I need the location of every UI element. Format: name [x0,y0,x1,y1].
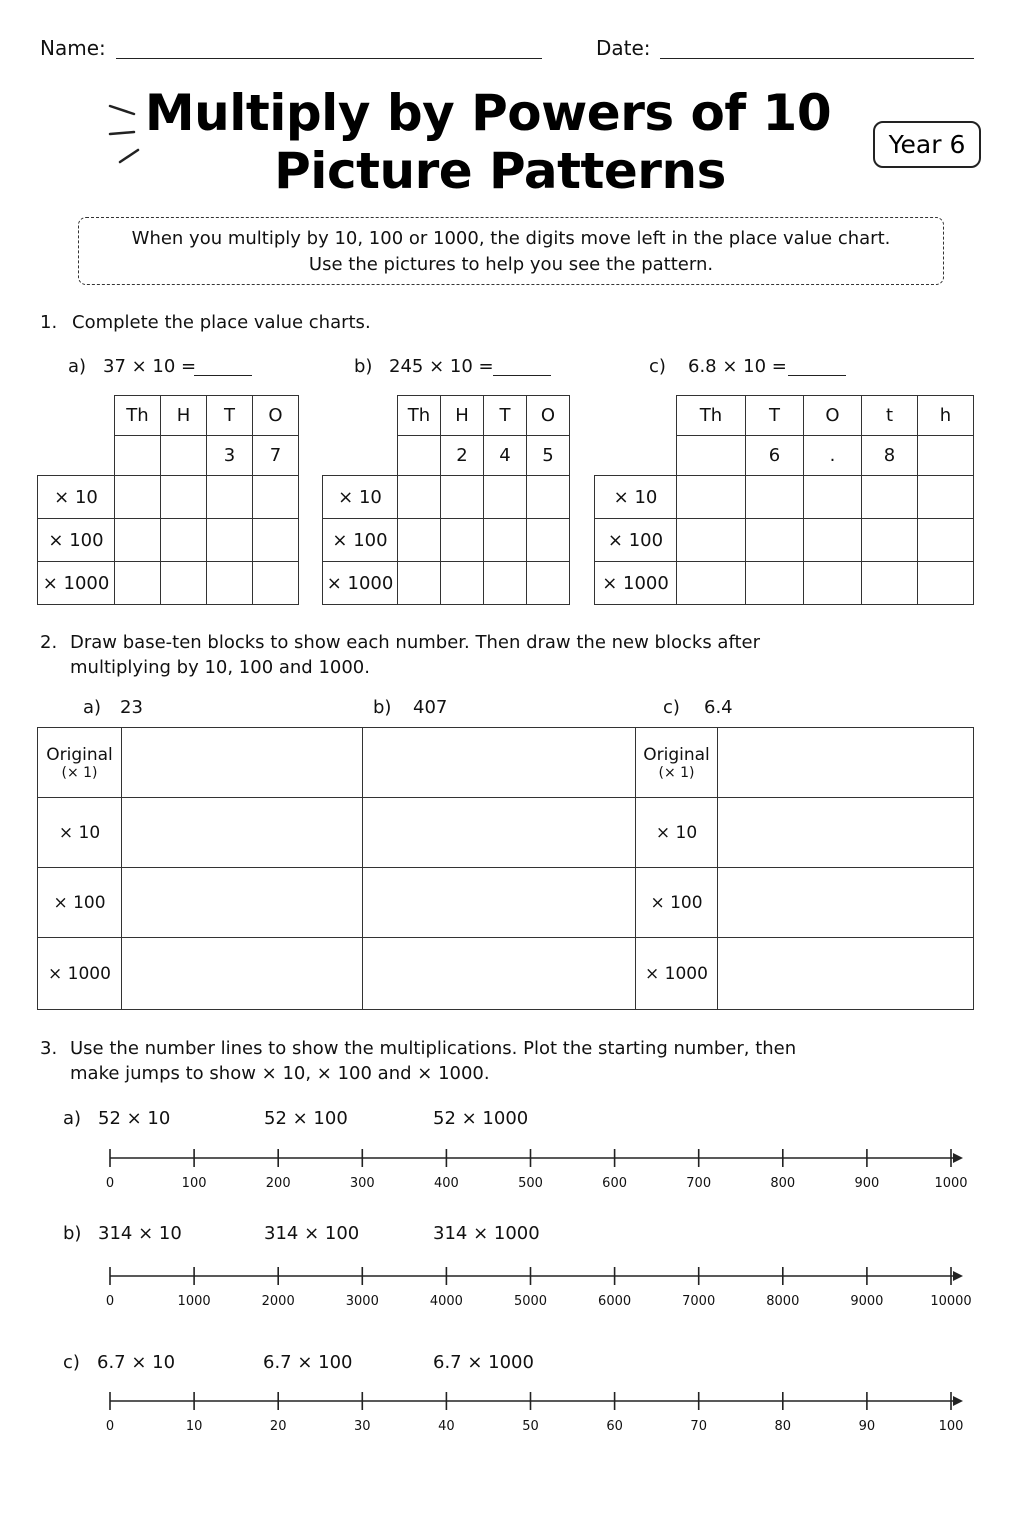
tick-label: 800 [770,1176,796,1191]
header-cell: O [253,396,299,436]
answer-cell[interactable] [862,519,918,562]
q3b-expression: 314 × 1000 [433,1223,540,1244]
answer-cell[interactable] [677,476,746,519]
drawing-area[interactable] [363,728,636,798]
drawing-area[interactable] [718,938,974,1010]
tick-label: 0 [105,1176,115,1191]
intro-line-1: When you multiply by 10, 100 or 1000, the digits move left in the place value chart. [131,228,891,249]
value-cell: 6 [746,436,804,476]
place-value-chart-b [322,395,570,605]
q2b-label: b) [373,697,392,718]
answer-cell[interactable] [398,476,441,519]
row-label: × 100 [636,868,718,938]
q1-number: 1. [40,312,58,333]
header-cell: T [484,396,527,436]
q2-number: 2. [40,632,58,653]
tick-label: 9000 [850,1294,884,1309]
tick-label: 10000 [930,1294,972,1309]
row-label: × 1000 [38,938,122,1010]
tick-label: 30 [354,1419,371,1434]
answer-cell[interactable] [253,562,299,605]
header-cell: H [161,396,207,436]
drawing-area[interactable] [122,938,363,1010]
place-value-chart-c [594,395,974,605]
intro-line-2: Use the pictures to help you see the pattern. [308,254,714,275]
name-label: Name: [40,36,106,60]
tick-label: 10 [185,1419,203,1434]
answer-cell[interactable] [677,519,746,562]
answer-cell[interactable] [804,476,862,519]
answer-cell[interactable] [862,476,918,519]
row-label: × 1000 [636,938,718,1010]
header-cell: Th [398,396,441,436]
answer-cell[interactable] [484,562,527,605]
tick-label: 100 [181,1176,207,1191]
place-value-chart-a [37,395,299,605]
answer-cell[interactable] [253,476,299,519]
arrow-right-icon [953,1396,963,1406]
tick-label: 100 [938,1419,964,1434]
answer-cell[interactable] [398,519,441,562]
row-label: × 10 [323,476,398,519]
tick-label: 600 [602,1176,628,1191]
q1a-label: a) [68,356,87,377]
answer-cell[interactable] [862,562,918,605]
q3a-expression: 52 × 1000 [433,1108,529,1129]
page-title: Multiply by Powers of 10 [144,84,832,142]
row-label: × 100 [38,519,115,562]
answer-cell[interactable] [746,562,804,605]
row-label [636,728,718,798]
tick-label: 400 [433,1176,459,1191]
q1c-expression: 6.8 × 10 = [688,356,787,377]
q3b-expression: 314 × 10 [98,1223,182,1244]
q2-instruction-line-2: multiplying by 10, 100 and 1000. [70,657,370,678]
q2-instruction-line-1: Draw base-ten blocks to show each number. Then draw the new blocks after [70,632,761,653]
tick-label: 500 [518,1176,543,1191]
drawing-area[interactable] [718,798,974,868]
tick-label: 70 [690,1419,707,1434]
header-cell: O [527,396,570,436]
q3c-label: c) [63,1352,80,1373]
q3a-expression: 52 × 100 [264,1108,348,1129]
row-label-main: Original [643,744,710,765]
answer-cell[interactable] [207,476,253,519]
base-ten-blocks-table [37,727,974,1010]
answer-cell[interactable] [207,562,253,605]
value-cell [161,436,207,476]
answer-cell[interactable] [441,519,484,562]
value-cell [918,436,974,476]
row-label [38,728,122,798]
q1b-label: b) [354,356,373,377]
row-label: × 10 [636,798,718,868]
number-line-b[interactable] [0,1258,1024,1318]
tick-label: 2000 [261,1294,295,1309]
date-field[interactable] [660,58,974,59]
row-label: × 100 [595,519,677,562]
answer-cell[interactable] [804,519,862,562]
q3-number: 3. [40,1038,58,1059]
drawing-area[interactable] [363,938,636,1010]
value-cell: 5 [527,436,570,476]
answer-cell[interactable] [484,476,527,519]
tick-label: 200 [265,1176,291,1191]
drawing-area[interactable] [122,868,363,938]
answer-cell[interactable] [918,562,974,605]
q1a-answer-field[interactable] [194,375,252,376]
value-cell [677,436,746,476]
tick-label: 6000 [598,1294,632,1309]
answer-cell[interactable] [207,519,253,562]
answer-cell[interactable] [527,519,570,562]
answer-cell[interactable] [677,562,746,605]
tick-label: 3000 [345,1294,379,1309]
q1b-expression: 245 × 10 = [389,356,494,377]
q3-instruction-line-1: Use the number lines to show the multiplications. Plot the starting number, then [70,1038,797,1059]
drawing-area[interactable] [718,868,974,938]
answer-cell[interactable] [115,519,161,562]
answer-cell[interactable] [115,476,161,519]
q3b-label: b) [63,1223,82,1244]
answer-cell[interactable] [804,562,862,605]
row-label-main: Original [46,744,113,765]
drawing-area[interactable] [122,798,363,868]
value-cell [398,436,441,476]
tick-label: 1000 [177,1294,211,1309]
tick-label: 900 [854,1176,880,1191]
tick-label: 0 [105,1419,115,1434]
row-label: × 10 [38,798,122,868]
q2b-number: 407 [413,697,448,718]
tick-label: 5000 [513,1294,548,1309]
answer-cell[interactable] [527,562,570,605]
value-cell [115,436,161,476]
answer-cell[interactable] [918,519,974,562]
q3c-expression: 6.7 × 100 [263,1352,353,1373]
tick-label: 700 [686,1176,712,1191]
header-cell: Th [115,396,161,436]
row-label: × 10 [595,476,677,519]
answer-cell[interactable] [746,519,804,562]
row-label-sub: (× 1) [658,764,695,781]
tick-label: 80 [774,1419,792,1434]
arrow-right-icon [953,1271,963,1281]
header-cell: Th [677,396,746,436]
q1c-answer-field[interactable] [788,375,846,376]
tick-label: 40 [438,1419,455,1434]
q3-instruction-line-2: make jumps to show × 10, × 100 and × 1000. [70,1063,490,1084]
row-label-sub: (× 1) [61,764,98,781]
q1b-answer-field[interactable] [493,375,551,376]
row-label: × 1000 [595,562,677,605]
number-line-a[interactable] [0,1140,1024,1200]
tick-label: 1000 [934,1176,968,1191]
q2c-number: 6.4 [704,697,733,718]
drawing-area[interactable] [122,728,363,798]
tick-label: 90 [858,1419,876,1434]
tick-label: 7000 [682,1294,716,1309]
tick-label: 4000 [429,1294,463,1309]
name-field[interactable] [116,58,542,59]
tick-label: 60 [606,1419,623,1434]
answer-cell[interactable] [527,476,570,519]
drawing-area[interactable] [363,868,636,938]
row-label: × 100 [323,519,398,562]
row-label: × 1000 [323,562,398,605]
q2a-label: a) [83,697,102,718]
value-cell: 7 [253,436,299,476]
tick-label: 0 [105,1294,115,1309]
value-cell: 8 [862,436,918,476]
answer-cell[interactable] [253,519,299,562]
answer-cell[interactable] [115,562,161,605]
q3b-expression: 314 × 100 [264,1223,360,1244]
value-cell: . [804,436,862,476]
answer-cell[interactable] [918,476,974,519]
answer-cell[interactable] [161,476,207,519]
header-cell: T [746,396,804,436]
q1a-expression: 37 × 10 = [103,356,197,377]
tick-label: 20 [269,1419,287,1434]
year-badge: Year 6 [873,121,981,168]
tick-label: 50 [522,1419,539,1434]
answer-cell[interactable] [441,562,484,605]
row-label: × 10 [38,476,115,519]
value-cell: 2 [441,436,484,476]
header-cell: t [862,396,918,436]
answer-cell[interactable] [161,562,207,605]
answer-cell[interactable] [441,476,484,519]
answer-cell[interactable] [398,562,441,605]
header-cell: H [441,396,484,436]
q3c-expression: 6.7 × 1000 [433,1352,534,1373]
number-line-c[interactable] [0,1383,1024,1443]
q3a-expression: 52 × 10 [98,1108,171,1129]
q3a-label: a) [63,1108,82,1129]
drawing-area[interactable] [718,728,974,798]
value-cell: 4 [484,436,527,476]
intro-note [78,217,944,285]
header-cell: T [207,396,253,436]
date-label: Date: [596,36,651,60]
page-subtitle: Picture Patterns [274,142,726,200]
q1c-label: c) [649,356,666,377]
header-cell: O [804,396,862,436]
q1-instruction: Complete the place value charts. [72,312,371,333]
arrow-right-icon [953,1153,963,1163]
header-cell: h [918,396,974,436]
answer-cell[interactable] [161,519,207,562]
q3c-expression: 6.7 × 10 [97,1352,176,1373]
tick-label: 8000 [766,1294,800,1309]
q2a-number: 23 [120,697,143,718]
row-label: × 100 [38,868,122,938]
value-cell: 3 [207,436,253,476]
answer-cell[interactable] [484,519,527,562]
row-label: × 1000 [38,562,115,605]
answer-cell[interactable] [746,476,804,519]
tick-label: 300 [349,1176,375,1191]
q2c-label: c) [663,697,680,718]
drawing-area[interactable] [363,798,636,868]
